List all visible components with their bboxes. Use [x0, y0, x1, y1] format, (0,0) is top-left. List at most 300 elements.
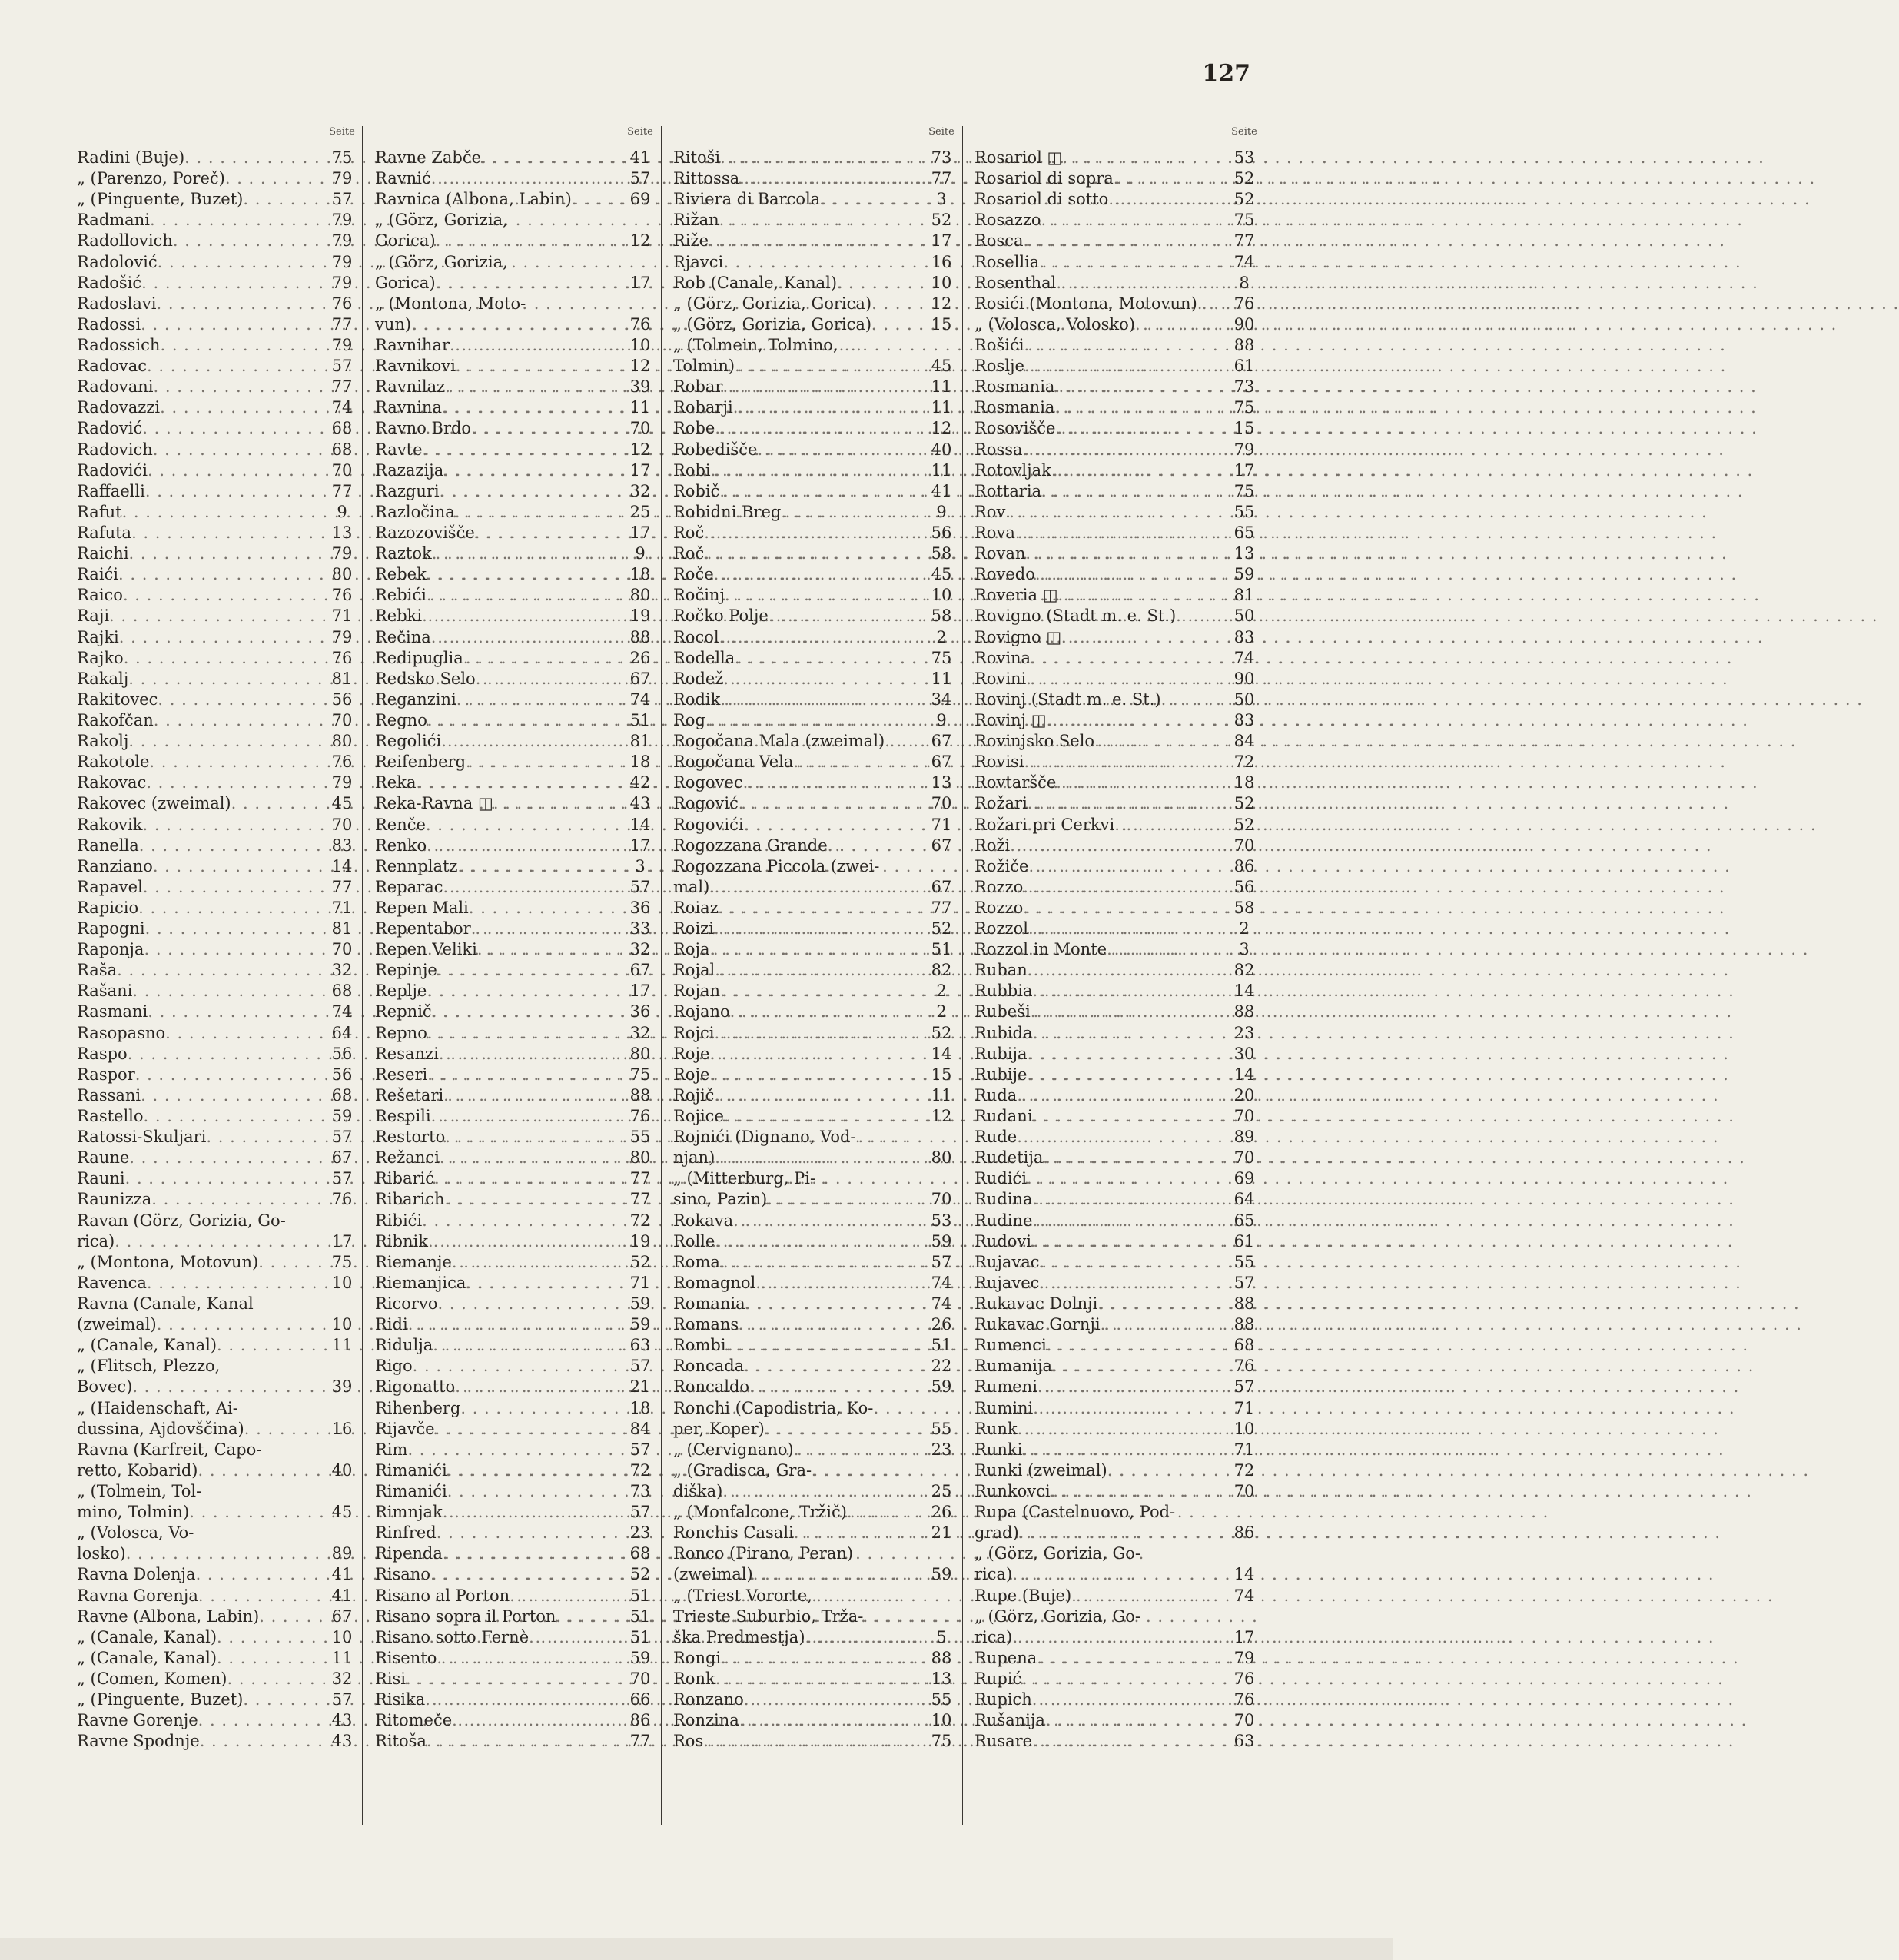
- index-entry: [974, 168, 1262, 189]
- index-entry: [375, 377, 658, 397]
- entry-page-number: 77: [931, 169, 952, 188]
- entry-page-number: 81: [331, 669, 353, 688]
- entry-place-name: Radović: [77, 419, 143, 438]
- dot-leader: [703, 1731, 924, 1752]
- entry-place-name: Rakovec (zweimal): [77, 794, 231, 813]
- dot-leader: [1033, 1398, 1227, 1419]
- dot-leader: [129, 543, 324, 564]
- index-entry: [375, 523, 658, 543]
- index-entry: [974, 397, 1262, 418]
- entry-place-name: Rumini: [974, 1398, 1034, 1417]
- dot-leader: [572, 189, 622, 210]
- dot-leader: [123, 585, 324, 606]
- entry-page-number: 76: [1233, 1669, 1255, 1688]
- dot-leader: [1101, 1314, 1227, 1335]
- dot-leader: [1021, 1669, 1227, 1689]
- entry-place-name: Rupić: [974, 1669, 1022, 1688]
- entry-page-number: 32: [331, 961, 353, 980]
- entry-page-number: 83: [1233, 627, 1255, 646]
- dot-leader: [1010, 835, 1227, 856]
- dot-leader: [1176, 606, 1227, 626]
- entry-place-name: Ravte: [375, 440, 423, 459]
- dot-leader: [1032, 1023, 1227, 1044]
- entry-page-number: 18: [629, 1398, 651, 1417]
- entry-place-name: Rebek: [375, 565, 427, 584]
- entry-page-number: 68: [331, 440, 353, 459]
- index-entry: [77, 648, 360, 669]
- index-entry: [375, 1085, 658, 1106]
- entry-page-number: 76: [331, 1190, 353, 1209]
- dot-leader: [1032, 1731, 1227, 1752]
- entry-place-name: „ (Tolmein, Tol-: [77, 1482, 202, 1500]
- entry-page-number: 15: [931, 314, 952, 334]
- entry-place-name: Runki: [974, 1440, 1023, 1459]
- index-column-4: [974, 121, 1262, 1920]
- entry-place-name: Rogozzana Piccola (zwei-: [673, 856, 880, 875]
- dot-leader: [714, 919, 924, 939]
- index-entry: [77, 1002, 360, 1022]
- index-entry: [77, 1023, 360, 1044]
- entry-place-name: „ (Görz, Gorizia,: [375, 252, 508, 271]
- dot-leader: [149, 752, 324, 772]
- dot-leader: [427, 585, 622, 606]
- dot-leader: [132, 981, 324, 1002]
- index-entry: [673, 1502, 959, 1523]
- entry-place-name: sino, Pazin): [673, 1190, 768, 1209]
- index-entry: [974, 418, 1262, 439]
- dot-leader: [427, 1065, 622, 1085]
- dot-leader: [437, 960, 622, 981]
- entry-page-number: 56: [331, 1044, 353, 1063]
- entry-page-number: 41: [331, 1565, 353, 1584]
- index-entry: [375, 168, 658, 189]
- entry-place-name: Roiaz: [673, 898, 719, 917]
- dot-leader: [1028, 856, 1227, 877]
- entry-place-name: Rimanići: [375, 1482, 447, 1500]
- entry-place-name: Runkovci: [974, 1482, 1051, 1500]
- dot-leader: [243, 189, 324, 210]
- index-entry: [77, 1085, 360, 1106]
- dot-leader: [122, 502, 324, 523]
- index-entry: [375, 481, 658, 502]
- entry-page-number: 68: [331, 419, 353, 438]
- dot-leader: [141, 314, 324, 335]
- index-entry: [673, 397, 959, 418]
- dot-leader: [1052, 1356, 1227, 1377]
- dot-leader: [440, 1148, 622, 1168]
- index-entry: [673, 772, 959, 793]
- index-entry: [375, 835, 658, 856]
- index-entry: [375, 898, 658, 919]
- entry-place-name: Rosariol ◫: [974, 148, 1063, 167]
- entry-place-name: Rumeni: [974, 1377, 1037, 1397]
- dot-leader: [422, 1211, 622, 1231]
- entry-place-name: Repen Mali: [375, 898, 469, 917]
- index-entry: [974, 939, 1262, 960]
- entry-place-name: Rodella: [673, 648, 735, 667]
- index-entry: [974, 440, 1262, 460]
- index-entry: [974, 1398, 1262, 1419]
- dot-leader: [1114, 815, 1227, 835]
- dot-leader: [469, 898, 622, 919]
- index-entry: [673, 1606, 959, 1627]
- entry-page-number: 13: [931, 773, 952, 792]
- entry-page-number: 59: [1233, 565, 1255, 584]
- dot-leader: [436, 231, 622, 251]
- entry-place-name: Rob (Canale, Kanal): [673, 273, 838, 292]
- entry-place-name: „ (Pinguente, Buzet): [77, 190, 244, 209]
- entry-place-name: Redipuglia: [375, 648, 463, 667]
- entry-place-name: Ravenca: [77, 1273, 147, 1292]
- dot-leader: [153, 440, 324, 460]
- index-entry: [974, 564, 1262, 585]
- entry-page-number: 59: [331, 1107, 353, 1126]
- entry-page-number: 50: [1233, 606, 1255, 626]
- entry-place-name: Reka: [375, 773, 417, 792]
- dot-leader: [423, 440, 622, 460]
- entry-place-name: Rudine: [974, 1211, 1033, 1230]
- index-entry: [974, 1252, 1262, 1273]
- dot-leader: [117, 960, 324, 981]
- index-entry: [974, 585, 1262, 606]
- entry-place-name: retto, Kobarid): [77, 1460, 198, 1480]
- dot-leader: [115, 1231, 324, 1252]
- entry-page-number: 14: [331, 856, 353, 875]
- dot-leader: [471, 418, 622, 439]
- entry-list: [375, 148, 658, 1752]
- entry-place-name: Rovini: [974, 669, 1027, 688]
- entry-page-number: 57: [629, 169, 651, 188]
- entry-place-name: Ročinj: [673, 586, 725, 605]
- entry-page-number: 76: [331, 648, 353, 667]
- index-entry: [974, 1065, 1262, 1085]
- entry-page-number: 61: [1233, 1231, 1255, 1251]
- entry-place-name: mino, Tolmin): [77, 1503, 190, 1522]
- dot-leader: [885, 731, 924, 752]
- dot-leader: [432, 543, 622, 564]
- index-entry: [673, 1314, 959, 1335]
- entry-page-number: 41: [931, 481, 952, 500]
- entry-page-number: 74: [931, 1273, 952, 1292]
- entry-place-name: Rakolj: [77, 732, 129, 751]
- entry-place-name: Roja: [673, 940, 710, 959]
- index-column-2: [375, 121, 658, 1920]
- entry-page-number: 10: [1233, 1419, 1255, 1438]
- entry-place-name: Robidni Breg: [673, 502, 782, 521]
- index-entry: [77, 460, 360, 481]
- entry-page-number: 52: [629, 1252, 651, 1271]
- dot-leader: [1056, 273, 1227, 294]
- index-entry: [77, 1564, 360, 1585]
- entry-page-number: 55: [931, 1419, 952, 1438]
- entry-place-name: Radossich: [77, 335, 161, 354]
- entry-place-name: Rakitovec: [77, 689, 158, 709]
- entry-place-name: „ (Mitterburg, Pi-: [673, 1169, 816, 1188]
- entry-page-number: 69: [629, 190, 651, 209]
- index-entry: [673, 1648, 959, 1669]
- entry-page-number: 71: [331, 898, 353, 917]
- entry-place-name: rica): [974, 1627, 1013, 1646]
- index-entry: [974, 1564, 1262, 1585]
- entry-page-number: 43: [331, 1732, 353, 1751]
- index-entry: [974, 689, 1262, 710]
- entry-page-number: 10: [629, 335, 651, 354]
- entry-place-name: Radošić: [77, 273, 142, 292]
- entry-place-name: Ravno Brdo: [375, 419, 472, 438]
- entry-place-name: Raponja: [77, 940, 144, 959]
- entry-page-number: 59: [629, 1648, 651, 1667]
- dot-leader: [407, 1440, 622, 1460]
- index-entry: [974, 1689, 1262, 1710]
- entry-place-name: Rovan: [974, 544, 1026, 563]
- index-entry: [673, 898, 959, 919]
- dot-leader: [443, 1543, 622, 1564]
- dot-leader: [422, 606, 622, 626]
- entry-page-number: 59: [629, 1294, 651, 1314]
- index-entry: [77, 502, 360, 523]
- entry-place-name: Robe: [673, 419, 715, 438]
- entry-place-name: Roveria ◫: [974, 586, 1058, 605]
- entry-place-name: rica): [77, 1231, 115, 1251]
- dot-leader: [1026, 669, 1227, 689]
- index-entry: [375, 1106, 658, 1127]
- dot-leader: [450, 335, 622, 356]
- dot-leader: [144, 1106, 324, 1127]
- index-entry: [974, 294, 1262, 314]
- index-entry: [77, 1044, 360, 1065]
- dot-leader: [427, 835, 622, 856]
- entry-place-name: Rožari: [974, 794, 1028, 813]
- entry-page-number: 22: [931, 1357, 952, 1376]
- entry-page-number: 53: [1233, 148, 1255, 167]
- entry-page-number: 13: [1233, 544, 1255, 563]
- entry-place-name: vun): [375, 314, 412, 334]
- entry-page-number: 71: [629, 1273, 651, 1292]
- dot-leader: [1041, 481, 1227, 502]
- index-entry: [77, 772, 360, 793]
- entry-place-name: Rolle: [673, 1231, 715, 1251]
- entry-place-name: Ravnihar: [375, 335, 450, 354]
- index-entry: [673, 252, 959, 273]
- entry-page-number: 68: [331, 1085, 353, 1105]
- index-entry: [673, 627, 959, 648]
- entry-page-number: 82: [1233, 961, 1255, 980]
- entry-place-name: Radini (Buje): [77, 148, 185, 167]
- entry-page-number: 67: [331, 1148, 353, 1168]
- entry-page-number: 70: [1233, 835, 1255, 855]
- index-entry: [77, 856, 360, 877]
- entry-page-number: 74: [629, 689, 651, 709]
- index-entry: [673, 1002, 959, 1022]
- entry-place-name: Rudići: [974, 1169, 1027, 1188]
- entry-place-name: „ (Flitsch, Plezzo,: [77, 1357, 221, 1376]
- entry-place-name: Ravnikovi: [375, 357, 456, 376]
- index-entry: [673, 210, 959, 231]
- entry-place-name: Ravne Zabče: [375, 148, 482, 167]
- index-entry: [77, 898, 360, 919]
- entry-place-name: Raico: [77, 586, 123, 605]
- index-entry: [375, 1023, 658, 1044]
- entry-page-number: 41: [331, 1586, 353, 1605]
- dot-leader: [1058, 585, 1227, 606]
- entry-page-number: 53: [931, 1211, 952, 1230]
- entry-place-name: Repen Veliki: [375, 940, 477, 959]
- dot-leader: [427, 1731, 622, 1752]
- index-entry: [673, 1231, 959, 1252]
- entry-page-number: 59: [629, 1315, 651, 1334]
- dot-leader: [709, 1044, 924, 1065]
- index-entry: [375, 960, 658, 981]
- dot-leader: [143, 815, 325, 835]
- dot-leader: [481, 148, 622, 168]
- entry-place-name: Roži: [974, 835, 1011, 855]
- entry-place-name: Roje: [673, 1065, 710, 1084]
- entry-page-number: 21: [629, 1377, 651, 1397]
- dot-leader: [148, 460, 324, 481]
- index-entry: [77, 148, 360, 168]
- entry-page-number: 73: [1233, 377, 1255, 397]
- entry-page-number: 72: [629, 1460, 651, 1480]
- index-entry: [673, 168, 959, 189]
- entry-place-name: Rokava: [673, 1211, 734, 1230]
- entry-page-number: 76: [331, 294, 353, 313]
- entry-page-number: 10: [931, 273, 952, 292]
- entry-place-name: Ronchi (Capodistria, Ko-: [673, 1398, 874, 1417]
- index-entry: [673, 960, 959, 981]
- dot-leader: [1033, 1189, 1227, 1210]
- entry-page-number: 86: [629, 1711, 651, 1730]
- index-entry: [77, 689, 360, 710]
- entry-page-number: 79: [331, 773, 353, 792]
- entry-place-name: Ridi: [375, 1315, 408, 1334]
- dot-leader: [1019, 1523, 1227, 1543]
- entry-page-number: 12: [931, 294, 952, 313]
- dot-leader: [109, 606, 324, 626]
- entry-place-name: Reganzini: [375, 689, 456, 709]
- entry-page-number: 45: [331, 794, 353, 813]
- dot-leader: [714, 1023, 924, 1044]
- entry-place-name: Ravnilaz: [375, 377, 446, 397]
- dot-leader: [426, 815, 622, 835]
- index-entry: [673, 731, 959, 752]
- entry-place-name: Raša: [77, 961, 118, 980]
- dot-leader: [411, 314, 622, 335]
- entry-place-name: Rozzo: [974, 877, 1024, 896]
- dot-leader: [719, 898, 924, 919]
- entry-page-number: 76: [331, 752, 353, 772]
- entry-page-number: 17: [629, 460, 651, 480]
- index-entry: [974, 981, 1262, 1002]
- entry-place-name: Rubida: [974, 1023, 1033, 1042]
- index-entry: [974, 1731, 1262, 1752]
- index-entry: [77, 377, 360, 397]
- dot-leader: [158, 252, 324, 273]
- entry-place-name: Raspor: [77, 1065, 135, 1084]
- entry-page-number: 70: [1233, 1148, 1255, 1168]
- entry-page-number: 11: [931, 669, 952, 688]
- entry-place-name: Radovich: [77, 440, 153, 459]
- dot-leader: [1047, 1335, 1227, 1356]
- index-entry: [77, 669, 360, 689]
- index-entry: [974, 1335, 1262, 1356]
- entry-page-number: 70: [1233, 1107, 1255, 1126]
- dot-leader: [744, 815, 924, 835]
- entry-list: [974, 148, 1262, 1752]
- entry-page-number: 32: [629, 481, 651, 500]
- entry-place-name: Ribarich: [375, 1190, 445, 1209]
- entry-page-number: 36: [629, 898, 651, 917]
- dot-leader: [1114, 168, 1227, 189]
- entry-page-number: 57: [331, 1169, 353, 1188]
- entry-place-name: Rešetari: [375, 1085, 444, 1105]
- index-entry: [77, 397, 360, 418]
- dot-leader: [145, 919, 324, 939]
- entry-page-number: 45: [931, 565, 952, 584]
- dot-leader: [443, 877, 622, 898]
- index-entry: [375, 1335, 658, 1356]
- entry-place-name: Roč: [673, 544, 705, 563]
- entry-place-name: Rujavac: [974, 1252, 1040, 1271]
- index-entry: [375, 1211, 658, 1231]
- entry-place-name: Radovani: [77, 377, 154, 397]
- entry-place-name: Rassani: [77, 1085, 141, 1105]
- index-entry: [77, 1523, 360, 1543]
- entry-place-name: Romania: [673, 1294, 745, 1314]
- dot-leader: [715, 418, 924, 439]
- entry-page-number: 17: [629, 982, 651, 1001]
- entry-place-name: Rossa: [974, 440, 1023, 459]
- entry-page-number: 10: [331, 1315, 353, 1334]
- entry-place-name: „ (Haidenschaft, Ai-: [77, 1398, 238, 1417]
- entry-page-number: 89: [1233, 1128, 1255, 1147]
- dot-leader: [128, 1044, 324, 1065]
- entry-place-name: Rusare: [974, 1732, 1033, 1751]
- dot-leader: [437, 1523, 622, 1543]
- dot-leader: [1028, 960, 1227, 981]
- index-entry: [77, 919, 360, 939]
- dot-leader: [837, 273, 924, 294]
- dot-leader: [781, 502, 924, 523]
- entry-place-name: Rudani: [974, 1107, 1033, 1126]
- dot-leader: [1031, 1231, 1227, 1252]
- dot-leader: [1037, 1377, 1227, 1397]
- dot-leader: [206, 1127, 324, 1148]
- entry-place-name: Ronk: [673, 1669, 715, 1688]
- dot-leader: [1028, 793, 1227, 814]
- dot-leader: [154, 710, 324, 731]
- entry-page-number: 23: [1233, 1023, 1255, 1042]
- dot-leader: [739, 1710, 924, 1731]
- index-entry: [77, 1356, 360, 1377]
- entry-page-number: 80: [331, 732, 353, 751]
- entry-place-name: Razozovišče: [375, 523, 475, 542]
- entry-place-name: Rovigno ◫: [974, 627, 1062, 646]
- index-entry: [375, 689, 658, 710]
- index-entry: [375, 294, 658, 314]
- entry-place-name: Rennplatz: [375, 856, 458, 875]
- entry-page-number: 83: [1233, 710, 1255, 729]
- entry-place-name: Rotovljak: [974, 460, 1051, 480]
- index-entry: [77, 1731, 360, 1752]
- index-entry: [974, 1606, 1262, 1627]
- entry-place-name: rica): [974, 1565, 1013, 1584]
- entry-place-name: „ (Montona, Motovun): [77, 1252, 259, 1271]
- dot-leader: [733, 397, 924, 418]
- entry-place-name: Risano sotto Fernè: [375, 1627, 530, 1646]
- index-entry: [375, 1523, 658, 1543]
- entry-place-name: Ronzina: [673, 1711, 739, 1730]
- entry-place-name: Rocol: [673, 627, 719, 646]
